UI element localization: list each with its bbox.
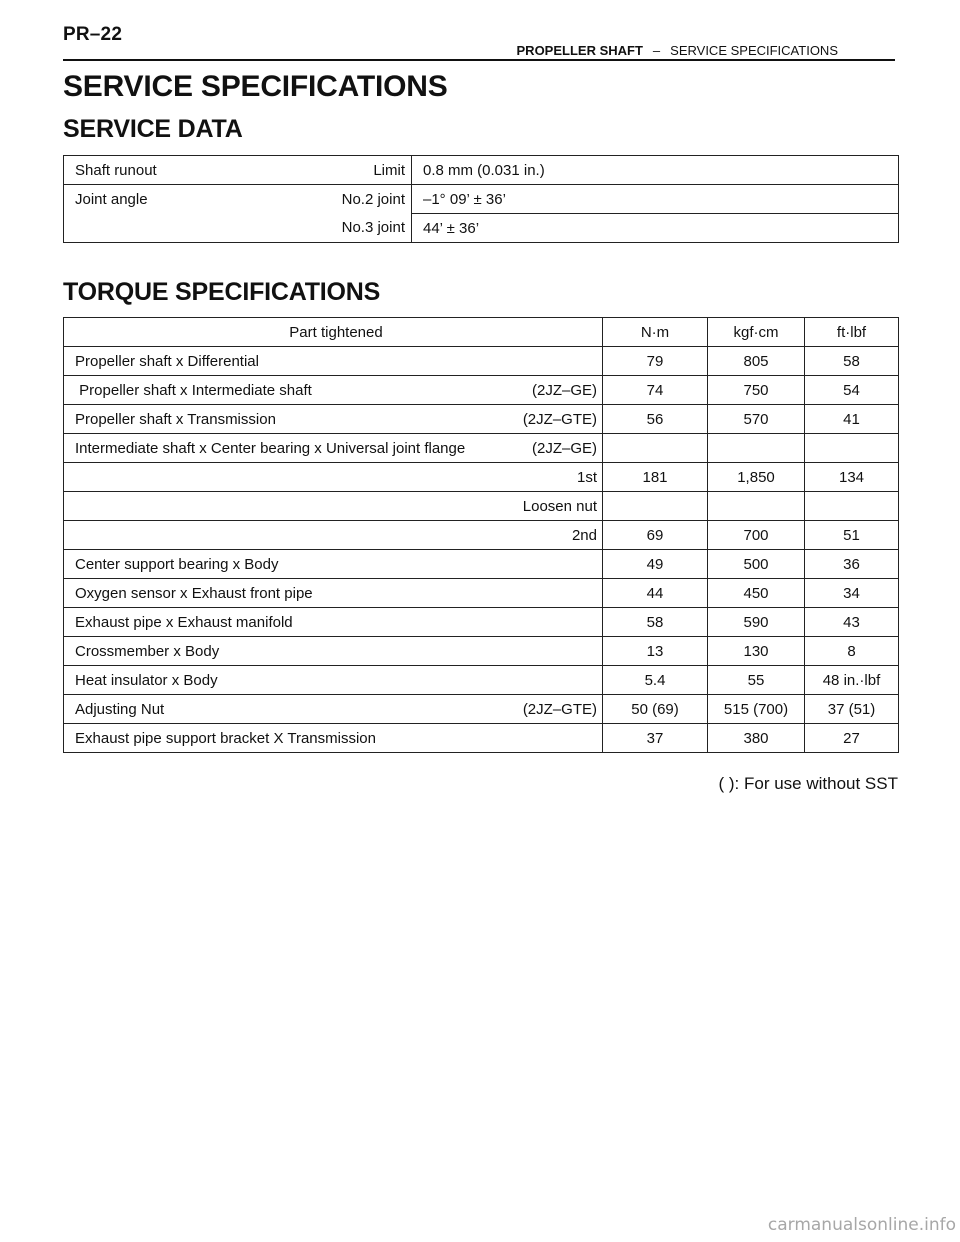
torque-part-cell: [64, 347, 603, 376]
torque-part-cell: [64, 463, 603, 492]
torque-kgfcm-cell: 590: [708, 608, 805, 637]
page-title: SERVICE SPECIFICATIONS: [63, 70, 448, 103]
torque-kgfcm-cell: [708, 434, 805, 463]
torque-kgfcm-cell: 500: [708, 550, 805, 579]
sd-param: Joint angle: [64, 185, 308, 214]
torque-ftlbf-cell: [805, 434, 899, 463]
footnote: ( ): For use without SST: [718, 774, 898, 793]
table-row: [64, 463, 899, 492]
sd-value: 44’ ± 36’: [412, 214, 899, 243]
torque-ftlbf-cell: 37 (51): [805, 695, 899, 724]
torque-kgfcm-cell: [708, 492, 805, 521]
table-row: [64, 637, 899, 666]
part-note: (2JZ–GTE): [522, 700, 597, 718]
part-note: (2JZ–GE): [531, 439, 597, 457]
service-data-row: [64, 185, 899, 214]
torque-specs-table: [63, 317, 899, 753]
part-note: 1st: [576, 468, 597, 486]
torque-kgfcm-cell: 700: [708, 521, 805, 550]
running-header: [0, 43, 838, 58]
torque-part-cell: [64, 724, 603, 753]
torque-nm-cell: [603, 492, 708, 521]
table-row: [64, 376, 899, 405]
torque-kgfcm-cell: 515 (700): [708, 695, 805, 724]
torque-nm-cell: 44: [603, 579, 708, 608]
torque-nm-cell: 58: [603, 608, 708, 637]
torque-ftlbf-cell: 54: [805, 376, 899, 405]
torque-ftlbf-cell: 36: [805, 550, 899, 579]
table-row: [64, 724, 899, 753]
part-name: Exhaust pipe support bracket X Transmission: [75, 729, 376, 747]
torque-kgfcm-cell: 570: [708, 405, 805, 434]
torque-kgfcm-cell: 450: [708, 579, 805, 608]
part-name: Propeller shaft x Transmission: [75, 410, 276, 428]
part-name: Oxygen sensor x Exhaust front pipe: [75, 584, 313, 602]
col-header-kgfcm: kgf·cm: [708, 318, 805, 347]
part-name: Propeller shaft x Differential: [75, 352, 259, 370]
torque-nm-cell: 56: [603, 405, 708, 434]
page-number: PR–22: [63, 24, 123, 45]
torque-kgfcm-cell: 55: [708, 666, 805, 695]
torque-ftlbf-cell: 134: [805, 463, 899, 492]
part-name: Crossmember x Body: [75, 642, 220, 660]
torque-ftlbf-cell: 58: [805, 347, 899, 376]
torque-kgfcm-cell: 750: [708, 376, 805, 405]
torque-nm-cell: [603, 434, 708, 463]
part-name: Center support bearing x Body: [75, 555, 279, 573]
header-separator: –: [652, 43, 661, 58]
torque-part-cell: [64, 579, 603, 608]
torque-nm-cell: 74: [603, 376, 708, 405]
header-chapter: PROPELLER SHAFT: [516, 43, 643, 58]
part-note: Loosen nut: [522, 497, 597, 515]
torque-part-cell: [64, 521, 603, 550]
torque-kgfcm-cell: 130: [708, 637, 805, 666]
torque-ftlbf-cell: 27: [805, 724, 899, 753]
torque-kgfcm-cell: 805: [708, 347, 805, 376]
sd-value: –1° 09’ ± 36’: [412, 185, 899, 214]
table-row: [64, 550, 899, 579]
sd-param: Shaft runout: [64, 156, 308, 185]
torque-ftlbf-cell: 43: [805, 608, 899, 637]
header-rule: [63, 59, 895, 61]
torque-nm-cell: 79: [603, 347, 708, 376]
header-section-name: SERVICE SPECIFICATIONS: [670, 43, 838, 58]
torque-part-cell: [64, 608, 603, 637]
sd-sub: No.2 joint: [308, 185, 412, 214]
torque-part-cell: [64, 376, 603, 405]
sd-param: [64, 214, 308, 243]
torque-nm-cell: 49: [603, 550, 708, 579]
service-data-row: [64, 156, 899, 185]
torque-part-cell: [64, 550, 603, 579]
torque-header-row: [64, 318, 899, 347]
part-name: Heat insulator x Body: [75, 671, 218, 689]
torque-part-cell: [64, 405, 603, 434]
sd-sub: No.3 joint: [308, 214, 412, 243]
table-row: [64, 666, 899, 695]
table-row: [64, 492, 899, 521]
torque-nm-cell: 37: [603, 724, 708, 753]
torque-part-cell: [64, 492, 603, 521]
col-header-part: Part tightened: [64, 318, 603, 347]
torque-ftlbf-cell: 34: [805, 579, 899, 608]
table-row: [64, 347, 899, 376]
torque-part-cell: [64, 434, 603, 463]
torque-nm-cell: 5.4: [603, 666, 708, 695]
torque-nm-cell: 69: [603, 521, 708, 550]
torque-nm-cell: 13: [603, 637, 708, 666]
part-name: Exhaust pipe x Exhaust manifold: [75, 613, 293, 631]
service-data-row: [64, 214, 899, 243]
torque-ftlbf-cell: [805, 492, 899, 521]
torque-part-cell: [64, 666, 603, 695]
torque-kgfcm-cell: 380: [708, 724, 805, 753]
part-name: Intermediate shaft x Center bearing x Universal joint flange: [75, 439, 466, 457]
sd-sub: Limit: [308, 156, 412, 185]
table-row: [64, 405, 899, 434]
service-data-table: [63, 155, 899, 243]
torque-specs-heading: TORQUE SPECIFICATIONS: [63, 278, 381, 306]
table-row: [64, 434, 899, 463]
torque-ftlbf-cell: 8: [805, 637, 899, 666]
torque-ftlbf-cell: 41: [805, 405, 899, 434]
torque-part-cell: [64, 637, 603, 666]
col-header-ftlbf: ft·lbf: [805, 318, 899, 347]
sd-value: 0.8 mm (0.031 in.): [412, 156, 899, 185]
service-data-heading: SERVICE DATA: [63, 115, 243, 143]
part-note: (2JZ–GTE): [522, 410, 597, 428]
table-row: [64, 695, 899, 724]
torque-nm-cell: 181: [603, 463, 708, 492]
part-name: Adjusting Nut: [75, 700, 165, 718]
torque-ftlbf-cell: 48 in.·lbf: [805, 666, 899, 695]
torque-ftlbf-cell: 51: [805, 521, 899, 550]
col-header-nm: N·m: [603, 318, 708, 347]
torque-part-cell: [64, 695, 603, 724]
watermark: carmanualsonline.info: [767, 1215, 956, 1235]
table-row: [64, 579, 899, 608]
part-note: (2JZ–GE): [531, 381, 597, 399]
table-row: [64, 521, 899, 550]
part-name: Propeller shaft x Intermediate shaft: [75, 381, 312, 399]
part-note: 2nd: [571, 526, 597, 544]
table-row: [64, 608, 899, 637]
torque-kgfcm-cell: 1,850: [708, 463, 805, 492]
torque-nm-cell: 50 (69): [603, 695, 708, 724]
